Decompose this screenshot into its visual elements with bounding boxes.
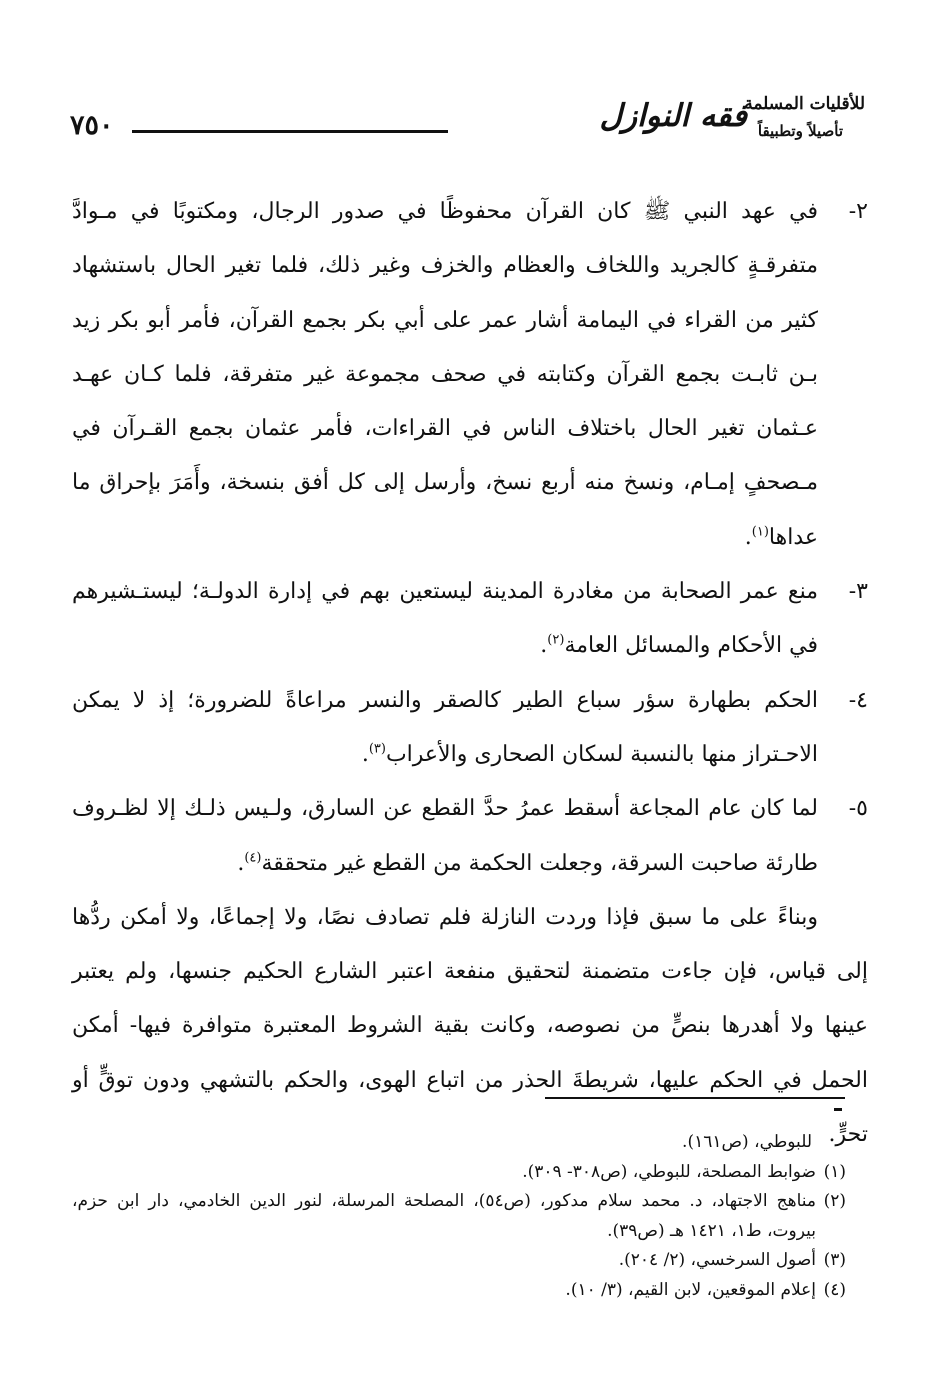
footnote bbox=[72, 1158, 846, 1188]
footnote-ref: (٣) bbox=[368, 741, 386, 757]
page-header bbox=[70, 92, 870, 162]
item-end: . bbox=[361, 741, 369, 767]
footnote-number: (٣) bbox=[823, 1250, 846, 1270]
footnote-number: (٢) bbox=[823, 1191, 846, 1211]
item-number: ٤- bbox=[848, 687, 868, 713]
conclusion-paragraph: وبناءً على ما سبق فإذا وردت النازلة فلم تصادف نصًا، ولا إجماعًا، ولا أمكن ردُّها إلى قياس، فإن جاءت متضمنة لتحقيق منفعة اعتبر الشارع الحكيم جنسها، ولم يعتبر عينها ولا أهدرها بنصٍّ من نصوصه، وكانت بقية الشروط المعتبرة متوافرة فيها- أمكن الحمل في الحكم عليها، شريطةَ الحذر من اتباع الهوى، والحكم بالتشهي ودون توقٍّ أو تحرٍّ. bbox=[72, 904, 868, 1148]
footnote-number: (٤) bbox=[823, 1279, 846, 1300]
footnote bbox=[72, 1246, 846, 1276]
list-item bbox=[72, 565, 868, 674]
item-text: في عهد النبي ﷺ كان القرآن محفوظًا في صدور الرجال، ومكتوبًا في مـوادَّ متفرقـةٍ كالجريد واللخاف والعظام والخزف وغير ذلك، فلما تغير الحال باستشهاد كثير من القراء في اليمامة أشار عمر على أبي بكر بجمع القرآن، فأمر أبو بكر زيد بـن ثابـت بجمع القرآن وكتابته في صحف مجموعة غير متفرقة، فلما كـان عهـد عـثمان تغير الحال باختلاف الناس في القراءات، فأمر عثمان بجمع القـرآن في مـصحفٍ إمـام، ونسخ منه أربع نسخ، وأرسل إلى كل أفق بنسخة، وأَمَرَ بإحراق ما عداها bbox=[72, 199, 818, 550]
footnote-separator bbox=[545, 1097, 845, 1099]
footnote-continuation: للبوطي، (ص١٦١). bbox=[682, 1132, 812, 1152]
running-title-sub-1: للأقليات المسلمة bbox=[744, 94, 865, 114]
footnotes bbox=[72, 1128, 846, 1305]
item-number: ٢- bbox=[848, 199, 868, 224]
footnote-text: مناهج الاجتهاد، د. محمد سلام مدكور، (ص٥٤)، المصلحة المرسلة، لنور الدين الخادمي، دار ابن حزم، بيروت، ط١، ١٤٢١ هـ (ص٣٩). bbox=[72, 1191, 816, 1241]
footnote-text: إعلام الموقعين، لابن القيم، (٣/ ١٠). bbox=[565, 1279, 816, 1300]
footnote-text: ضوابط المصلحة، للبوطي، (ص٣٠٨- ٣٠٩). bbox=[522, 1161, 816, 1182]
footnote-ref: (٢) bbox=[547, 633, 565, 649]
item-text: لما كان عام المجاعة أسقط عمرُ حدَّ القطع عن السارق، ولـيس ذلـك إلا لظـروف طارئة صاحبت السرقة، وجعلت الحكمة من القطع غير متحققة bbox=[72, 796, 818, 876]
item-number: ٣- bbox=[848, 579, 868, 605]
running-title-main: فقه النوازل bbox=[599, 98, 747, 134]
footnote bbox=[72, 1276, 846, 1306]
list-item bbox=[72, 185, 868, 565]
item-end: . bbox=[540, 633, 548, 659]
running-title-sub-2: تأصيلاً وتطبيقاً bbox=[757, 122, 843, 140]
header-rule bbox=[132, 130, 448, 133]
item-text: الحكم بطهارة سؤر سباع الطير كالصقر والنسر مراعاةً للضرورة؛ إذ لا يمكن الاحـتراز منها بالنسبة لسكان الصحارى والأعراب bbox=[72, 687, 818, 767]
footnote-continuation-mark bbox=[834, 1108, 842, 1111]
body-text bbox=[72, 185, 868, 1162]
list-item bbox=[72, 674, 868, 783]
footnote-ref: (١) bbox=[751, 524, 769, 540]
item-text: منع عمر الصحابة من مغادرة المدينة ليستعين بهم في إدارة الدولـة؛ ليستـشيرهم في الأحكام والمسائل العامة bbox=[72, 579, 818, 659]
list-item bbox=[72, 782, 868, 891]
footnote-number: (١) bbox=[823, 1161, 846, 1182]
running-title bbox=[455, 92, 865, 154]
footnote-text: أصول السرخسي، (٢/ ٢٠٤). bbox=[618, 1250, 816, 1270]
item-end: . bbox=[237, 850, 245, 876]
footnote bbox=[72, 1187, 846, 1246]
item-end: . bbox=[744, 524, 752, 550]
page-number: ٧٥٠ bbox=[70, 110, 114, 141]
item-number: ٥- bbox=[848, 796, 868, 822]
footnote-ref: (٤) bbox=[244, 850, 262, 866]
